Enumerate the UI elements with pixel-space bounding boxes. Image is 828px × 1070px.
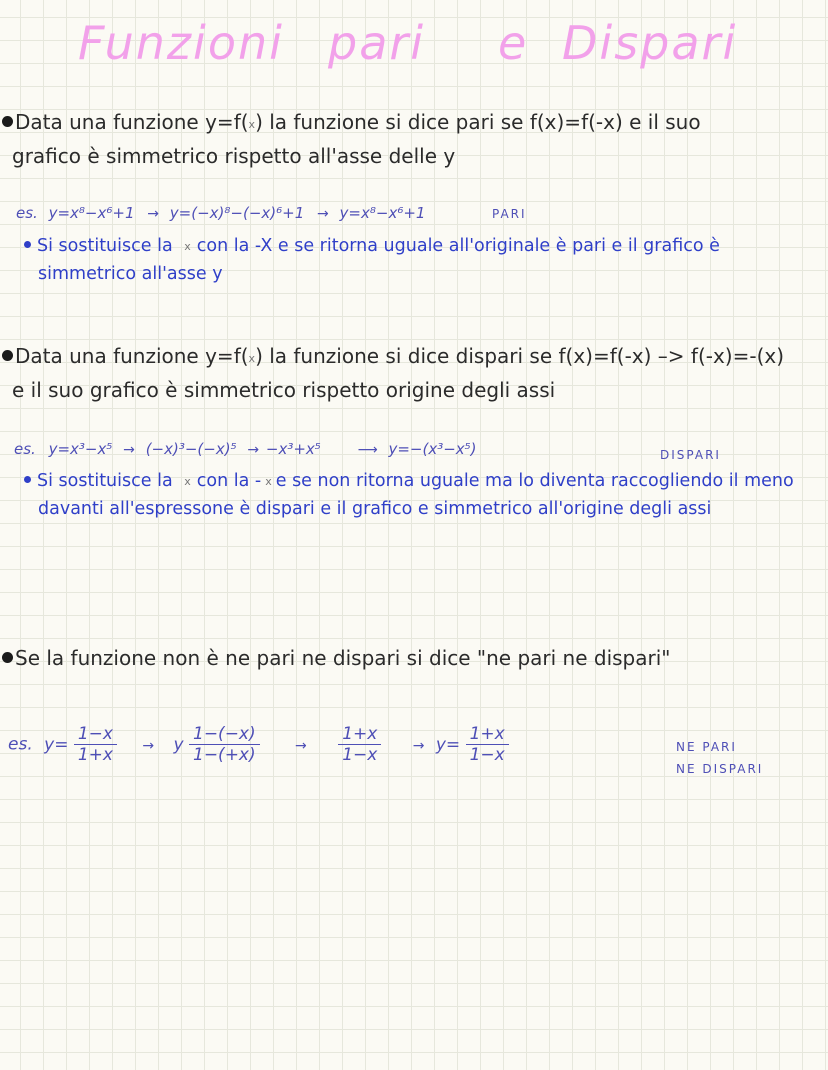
section1-note-line1: Si sostituisce la x con la -X e se ritorna uguale all'originale è pari e il grafico è	[24, 232, 720, 261]
section3-example: es. y= $\frac{1-x}{1+x}$ → y $\frac{1-(-x)}{1-(+x)}$ → $\frac{1+x}{1-x}$ → y= $\frac{1+x}{1-x}$	[8, 724, 648, 765]
fraction: $\frac{1-x}{1+x}$	[74, 724, 117, 765]
fraction: $\frac{1-(-x)}{1-(+x)}$	[189, 724, 260, 765]
page-title	[70, 2, 770, 82]
title-word-dispari: Dispari	[562, 16, 738, 70]
section2-definition-line2: e il suo grafico è simmetrico rispetto origine degli assi	[12, 378, 556, 402]
arrow-right-icon: →	[147, 206, 160, 222]
arrow-right-icon: →	[295, 737, 307, 754]
example-prefix: es.	[14, 440, 36, 458]
section2-note-line2: davanti all'espressone è dispari e il grafico e simmetrico all'origine degli assi	[38, 499, 712, 519]
section3-definition-line1: Se la funzione non è ne pari ne dispari si dice "ne pari ne dispari"	[2, 642, 671, 675]
example-expression: y=x³−x⁵	[48, 440, 113, 458]
section2-example	[14, 440, 654, 458]
example-expression: y=(−x)⁸−(−x)⁶+1	[169, 204, 305, 222]
example-result-label: NE PARI	[676, 740, 737, 754]
example-prefix: es.	[8, 734, 33, 755]
example-result-label: DISPARI	[660, 448, 721, 462]
example-expression: (−x)³−(−x)⁵	[145, 440, 237, 458]
section2-definition-line1: Data una funzione y=f(x) la funzione si dice dispari se f(x)=f(-x) –> f(-x)=-(x)	[2, 340, 784, 375]
arrow-right-icon: ⟶	[357, 442, 378, 458]
fraction: $\frac{1+x}{1-x}$	[338, 724, 381, 765]
section1-definition-line2: grafico è simmetrico rispetto all'asse delle y	[12, 144, 456, 168]
section1-definition-line1: Data una funzione y=f(x) la funzione si dice pari se f(x)=f(-x) e il suo	[2, 106, 701, 141]
bullet-icon	[24, 241, 31, 248]
bullet-icon	[2, 350, 13, 361]
title-word-pari: pari	[328, 16, 426, 70]
example-expression: y=x⁸−x⁶+1	[339, 204, 426, 222]
example-result-label: NE DISPARI	[676, 762, 764, 776]
bullet-icon	[24, 476, 31, 483]
example-expression: −x³+x⁵	[265, 440, 321, 458]
section1-note-line2: simmetrico all'asse y	[38, 264, 223, 284]
arrow-right-icon: →	[317, 206, 329, 222]
bullet-icon	[2, 652, 13, 663]
example-expression: y=x⁸−x⁶+1	[48, 204, 135, 222]
section2-note-line1: Si sostituisce la x con la - x e se non ritorna uguale ma lo diventa raccogliendo il meno	[24, 467, 794, 496]
example-expression: y=−(x³−x⁵)	[388, 440, 477, 458]
bullet-icon	[2, 116, 13, 127]
arrow-right-icon: →	[123, 442, 135, 458]
example-result-label: PARI	[492, 207, 527, 221]
title-word-e: e	[498, 16, 529, 70]
fraction: $\frac{1+x}{1-x}$	[466, 724, 509, 765]
example-prefix: es.	[16, 204, 38, 222]
arrow-right-icon: →	[247, 442, 260, 458]
title-word-funzioni: Funzioni	[78, 16, 284, 70]
arrow-right-icon: →	[142, 737, 155, 754]
arrow-right-icon: →	[412, 737, 425, 754]
